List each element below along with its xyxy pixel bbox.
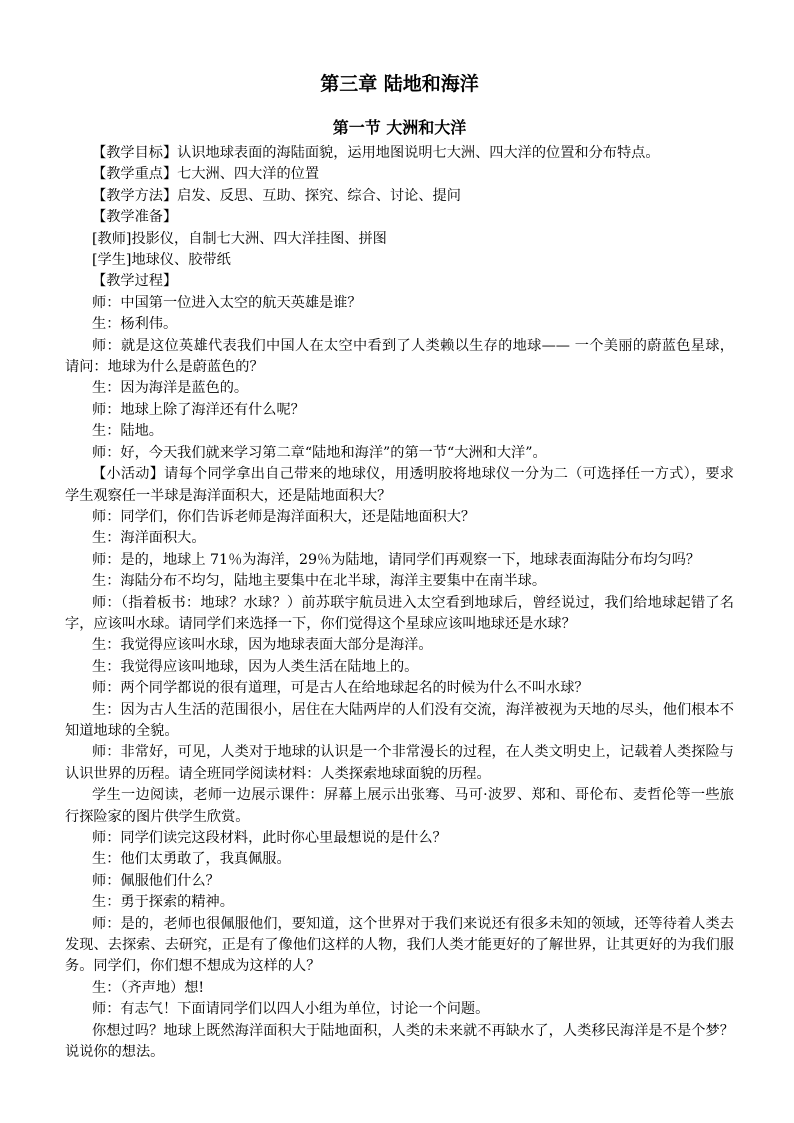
paragraph: 【教学方法】启发、反思、互助、探究、综合、讨论、提问 [92,187,461,204]
paragraph: 生：海陆分布不均匀，陆地主要集中在北半球，海洋主要集中在南半球。 [92,573,547,590]
paragraph: 生：杨利伟。 [92,316,178,333]
paragraph: 生：陆地。 [92,423,163,440]
paragraph: 师：中国第一位进入太空的航天英雄是谁？ [92,294,362,311]
paragraph: 师：同学们读完这段材料，此时你心里最想说的是什么？ [92,830,447,846]
section-title: 第一节 大洲和大洋 [332,118,467,137]
paragraph: 【教学准备】 [92,209,178,226]
paragraph: 生：我觉得应该叫水球，因为地球表面大部分是海洋。 [92,637,433,654]
paragraph: 师：（指着板书：地球？水球？）前苏联宇航员进入太空看到地球后，曾经说过，我们给地球起错了名字，应该叫水球。请同学们来选择一下，你们觉得这个星球应该叫地球还是水球？ [65,594,734,632]
paragraph: 师：好，今天我们就来学习第二章“陆地和海洋”的第一节“大洲和大洋”。 [92,444,547,461]
paragraph: 生：（齐声地）想! [92,979,205,996]
paragraph: 师：有志气！下面请同学们以四人小组为单位，讨论一个问题。 [92,1001,490,1018]
paragraph: 生：因为海洋是蓝色的。 [92,380,249,397]
paragraph: 【教学目标】认识地球表面的海陆面貌，运用地图说明七大洲、四大洋的位置和分布特点。 [92,145,660,161]
paragraph: 师：是的，老师也很佩服他们，要知道，这个世界对于我们来说还有很多未知的领域，还等待着人类去发现、去探索、去研究，正是有了像他们这样的人物，我们人类才能更好的了解世界，让其更好的为我们服务。同学们，你们想不想成为这样的人？ [65,915,734,975]
paragraph: 师：地球上除了海洋还有什么呢？ [92,401,305,418]
paragraph: [教师]投影仪，自制七大洲、四大洋挂图、拼图 [92,230,387,247]
paragraph: 师：两个同学都说的很有道理，可是古人在给地球起名的时候为什么不叫水球？ [92,680,589,697]
paragraph: 师：非常好，可见，人类对于地球的认识是一个非常漫长的过程，在人类文明史上，记载着人类探险与认识世界的历程。请全班同学阅读材料：人类探索地球面貌的历程。 [65,744,734,782]
paragraph: 师：同学们，你们告诉老师是海洋面积大，还是陆地面积大？ [92,508,476,525]
paragraph: 师：佩服他们什么？ [92,872,220,889]
paragraph: [学生]地球仪、胶带纸 [92,252,231,269]
paragraph: 生：因为古人生活的范围很小，居住在大陆两岸的人们没有交流，海洋被视为天地的尽头，他们根本不知道地球的全貌。 [65,701,734,739]
paragraph: 【小活动】请每个同学拿出自己带来的地球仪，用透明胶将地球仪一分为二（可选择任一方式），要求学生观察任一半球是海洋面积大，还是陆地面积大？ [65,466,734,504]
paragraph: 师：就是这位英雄代表我们中国人在太空中看到了人类赖以生存的地球—— 一个美丽的蔚蓝色星球，请问：地球为什么是蔚蓝色的？ [65,337,734,376]
chapter-title: 第三章 陆地和海洋 [320,73,479,95]
paragraph: 师：是的，地球上 71％为海洋，29％为陆地，请同学们再观察一下，地球表面海陆分布均匀吗？ [92,551,701,568]
paragraph: 学生一边阅读，老师一边展示课件：屏幕上展示出张骞、马可·波罗、郑和、哥伦布、麦哲伦等一些旅行探险家的图片供学生欣赏。 [65,787,734,825]
paragraph: 生：勇于探索的精神。 [92,894,234,911]
paragraph: 生：我觉得应该叫地球，因为人类生活在陆地上的。 [92,658,419,675]
document-body [65,143,734,1063]
paragraph: 【教学重点】七大洲、四大洋的位置 [92,166,320,183]
paragraph: 生：他们太勇敢了，我真佩服。 [92,851,291,868]
paragraph: 【教学过程】 [92,273,178,290]
paragraph: 你想过吗？地球上既然海洋面积大于陆地面积，人类的未来就不再缺水了，人类移民海洋是不是个梦？说说你的想法。 [65,1022,734,1061]
paragraph: 生：海洋面积大。 [92,530,206,547]
